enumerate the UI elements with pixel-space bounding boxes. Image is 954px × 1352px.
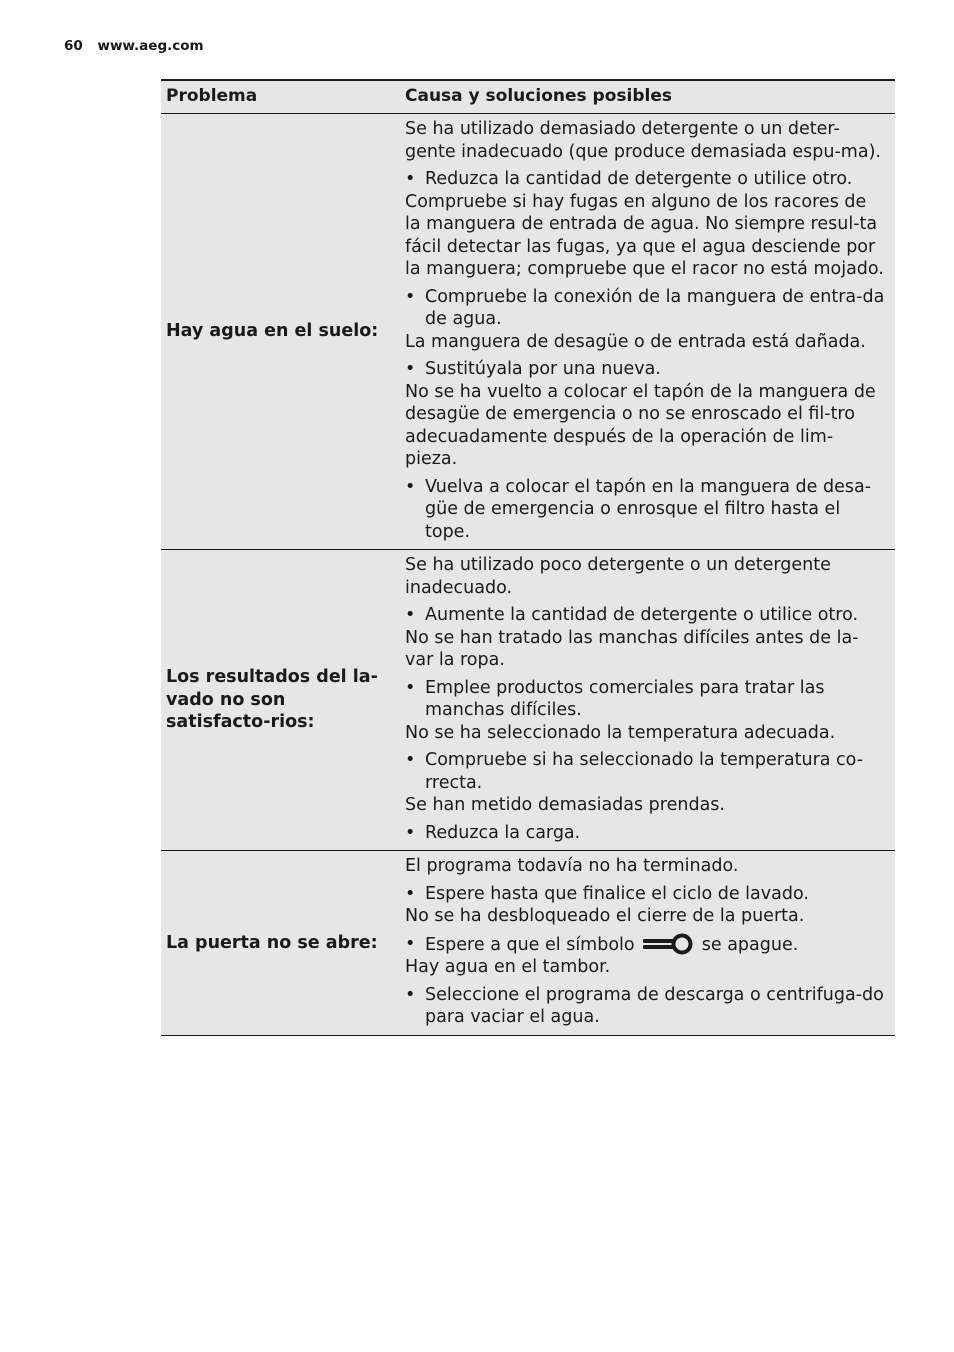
cause-text: No se ha vuelto a colocar el tapón de la manguera de desagüe de emergencia o no se enroscado el fil-tro adecuadamente después de la operación de lim-pieza. bbox=[405, 381, 876, 469]
table-row bbox=[161, 851, 895, 1036]
cause-text: No se ha desbloqueado el cierre de la puerta. bbox=[405, 906, 805, 926]
causes-cell bbox=[400, 550, 895, 851]
column-header-problem: Problema bbox=[161, 80, 400, 114]
cause-text: El programa todavía no ha terminado. bbox=[405, 856, 739, 876]
solution-text-after: se apague. bbox=[701, 934, 799, 955]
solution-item: • Seleccione el programa de descarga o centrifuga-do para vaciar el agua. bbox=[405, 984, 885, 1029]
causes-cell bbox=[400, 114, 895, 550]
page-header bbox=[64, 38, 204, 54]
column-header-causes: Causa y soluciones posibles bbox=[400, 80, 895, 114]
troubleshooting-table bbox=[161, 79, 895, 1036]
solution-item: • Compruebe la conexión de la manguera de entra-da de agua. bbox=[405, 286, 885, 331]
table-row bbox=[161, 550, 895, 851]
solution-item: • Reduzca la cantidad de detergente o utilice otro. bbox=[405, 168, 885, 191]
cause-text: Se ha utilizado poco detergente o un detergente inadecuado. bbox=[405, 555, 831, 598]
solution-item: • Espere hasta que finalice el ciclo de lavado. bbox=[405, 883, 885, 906]
problem-cell: Hay agua en el suelo: bbox=[161, 114, 400, 550]
solution-item bbox=[405, 933, 885, 957]
cause-text: La manguera de desagüe o de entrada está dañada. bbox=[405, 331, 866, 352]
cause-text: Hay agua en el tambor. bbox=[405, 957, 611, 977]
solution-text-before: Espere a que el símbolo bbox=[425, 934, 635, 955]
solution-item: • Reduzca la carga. bbox=[405, 822, 885, 845]
solution-item: • Vuelva a colocar el tapón en la manguera de desa-güe de emergencia o enrosque el filtro hasta el tope. bbox=[405, 476, 885, 544]
problem-cell: La puerta no se abre: bbox=[161, 851, 400, 1036]
cause-text: Se ha utilizado demasiado detergente o un deter-gente inadecuado (que produce demasiada espu-ma). bbox=[405, 119, 881, 162]
solution-item: • Compruebe si ha seleccionado la temperatura co-rrecta. bbox=[405, 749, 885, 794]
page-number: 60 bbox=[64, 38, 83, 54]
table-body bbox=[161, 114, 895, 1036]
table-header-row bbox=[161, 80, 895, 114]
causes-cell bbox=[400, 851, 895, 1036]
solution-item: • Aumente la cantidad de detergente o utilice otro. bbox=[405, 604, 885, 627]
cause-text: No se han tratado las manchas difíciles antes de la-var la ropa. bbox=[405, 627, 859, 670]
problem-cell: Los resultados del la-vado no son satisfacto-rios: bbox=[161, 550, 400, 851]
cause-text: Compruebe si hay fugas en alguno de los racores de la manguera de entrada de agua. No siempre resul-ta fácil detectar las fugas, ya que el agua desciende por la manguera; compruebe que el racor no está mojado. bbox=[405, 191, 884, 279]
door-lock-icon bbox=[642, 933, 694, 955]
cause-text: Se han metido demasiadas prendas. bbox=[405, 795, 725, 815]
solution-item: • Sustitúyala por una nueva. bbox=[405, 358, 885, 381]
solution-item: • Emplee productos comerciales para tratar las manchas difíciles. bbox=[405, 677, 885, 722]
cause-text: No se ha seleccionado la temperatura adecuada. bbox=[405, 722, 836, 743]
website-url: www.aeg.com bbox=[97, 38, 204, 54]
table-row bbox=[161, 114, 895, 550]
